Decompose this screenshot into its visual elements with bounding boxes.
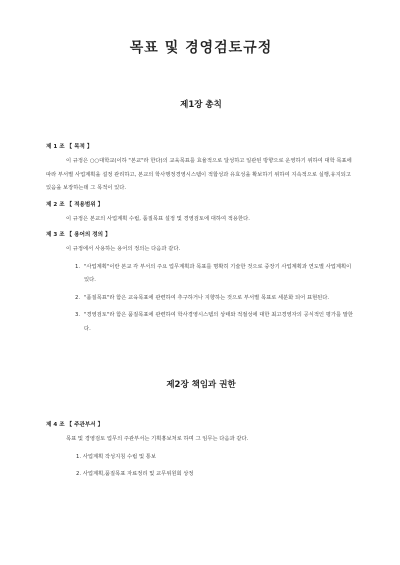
definition-text: "사업계획"이란 본교 각 부서의 주요 업무계획과 목표를 명확히 기술한 것으로 중장기 사업계획과 연도별 사업계획이 있다. xyxy=(84,263,352,283)
article-4-heading: 제 4 조 【 주관부서 】 xyxy=(46,422,104,428)
article-3-heading: 제 3 조 【 용어의 정의 】 xyxy=(46,232,111,238)
chapter-1-heading: 제1장 총칙 xyxy=(180,100,222,110)
duty-item: 2. 사업계획,품질목표 자료정리 및 교무위원회 상정 xyxy=(76,471,194,477)
chapter-2-heading: 제2장 책임과 권한 xyxy=(166,380,236,390)
definition-text: "품질목표"라 함은 교육목표에 관련하여 추구하거나 지향하는 것으로 부서별 목표로 세분화 되어 표현된다. xyxy=(84,294,330,301)
article-1 xyxy=(46,142,356,196)
definition-number: 2. xyxy=(75,294,81,301)
article-2-body: 이 규정은 본교의 사업계획 수립, 품질목표 설정 및 경영검토에 대하여 적용한다. xyxy=(66,215,250,222)
article-3-intro: 이 규정에서 사용하는 용어의 정의는 다음과 같다. xyxy=(66,246,181,252)
definition-number: 1. xyxy=(75,263,81,270)
definition-item xyxy=(46,261,356,288)
definition-item xyxy=(46,292,356,306)
article-2 xyxy=(46,200,356,227)
definition-text: "경영검토"라 함은 품질목표에 관련하여 학사경영시스템의 상태와 적절성에 대한 최고경영자의 공식적인 평가를 말한다. xyxy=(84,312,354,332)
article-3 xyxy=(46,230,356,336)
article-4-intro: 목표 및 경영검토 업무의 주관부서는 기획홍보처로 하며 그 임무는 다음과 같다. xyxy=(66,436,249,442)
document-title: 목표 및 경영검토규정 xyxy=(129,40,273,56)
article-4 xyxy=(46,420,356,482)
article-2-heading: 제 2 조 【 적용범위 】 xyxy=(46,201,104,208)
article-1-body: 이 규정은 ○○대학교(이하 "본교"라 한다)의 교육목표를 효율적으로 달성하고 일관된 방향으로 운영하기 위하여 대학 목표에 따라 부서별 사업계획을 설정 관리하고, 본교의 학사행정경영시스템이 적합성과 유효성을 확보하기 위하여 지속적으로 실행,유지되고 있음을 보장하는데 그 목적이 있다. xyxy=(46,158,352,191)
definition-item xyxy=(46,309,356,336)
duty-item: 1. 사업계획 작성지침 수립 및 통보 xyxy=(76,453,156,460)
article-1-heading: 제 1 조 【 목적 】 xyxy=(46,144,93,150)
definition-number: 3. xyxy=(75,312,81,318)
